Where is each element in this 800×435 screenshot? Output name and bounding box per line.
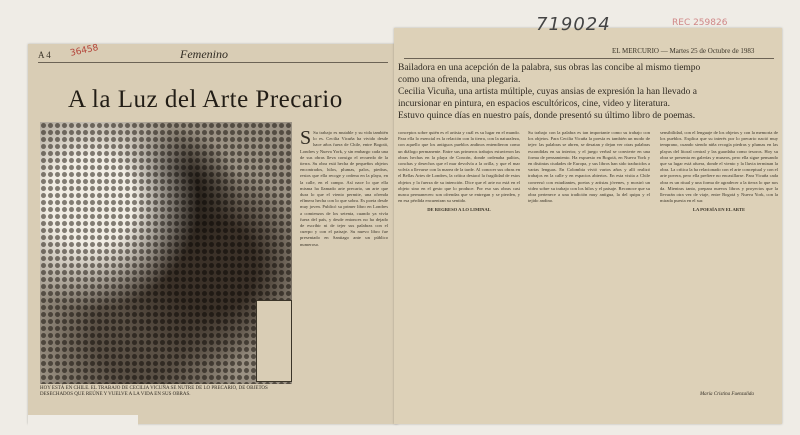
column-text: conceptos sobre quién es el artista y cuál es su lugar en el mundo. Para ella lo esencial es la relación con la tierra, con la naturaleza, con aquello que los antiguos pueblos andinos entendieron como un diálogo permanente. Entre sus primeros trabajos estuvieron las obras hechas en la playa de Concón, donde ordenaba palitos, conchas y desechos que el mar devolvía a la orilla, y que el mar volvía a llevarse con la marea de la tarde. Al conocer sus obras en el Bellas Artes de Londres, la crítica destacó la fragilidad de estos objetos y la fuerza de su intención. Dice que el arte no está en el objeto sino en el gesto que lo produce. Por eso sus obras casi nunca permanecen: son ofrendas que se entregan y se pierden, y en esa pérdida encuentran su sentido. [398, 130, 520, 204]
article-column-4 [660, 130, 778, 412]
masthead-rule [404, 58, 774, 59]
article-column-2 [398, 130, 520, 412]
article-column-3 [528, 130, 650, 412]
article-column-1 [300, 130, 388, 412]
column-text: Su trabajo es mutable y su vida también lo es. Cecilia Vicuña ha vivido desde hace años fuera de Chile, entre Bogotá, Londres y Nueva York, y sin embargo cada una de sus obras lleva consigo el recuerdo de la tierra. Su obra está hecha de pequeños objetos encontrados, hilos, plumas, palos, piedras, restos que ella recoge y ordena en la playa, en la calle, en el campo. Así nace lo que ella misma ha llamado arte precario, un arte que dura lo que el viento permite, una ofrenda efímera hecha con lo que sobra. Es poeta desde muy joven. Publicó su primer libro en Londres a comienzos de los setenta, cuando ya vivía fuera del país, y desde entonces no ha dejado de escribir ni de tejer sus palabras con el cuerpo y con el paisaje. Su nuevo libro fue presentado en Santiago ante un público numeroso. [300, 130, 388, 247]
article-headline: A la Luz del Arte Precario [68, 86, 343, 113]
stamped-reference: REC 259826 [672, 18, 728, 28]
page-number: A 4 [38, 50, 51, 60]
column-subhead: LA POESÍA EN EL ARTE [692, 207, 746, 213]
intro-line: incursionar en pintura, en espacios escultóricos, cine, video y literatura. [398, 99, 670, 109]
photo-caption: HOY ESTÁ EN CHILE. EL TRABAJO DE CECILIA VICUÑA SE NUTRE DE LO PRECARIO, DE OBJETOS DESECHADOS QUE REÚNE Y VUELVE A LA VIDA EN SUS OBRAS. [40, 386, 268, 397]
handwritten-catalog-number: 719024 [536, 14, 611, 35]
caption-frame [256, 300, 292, 382]
article-byline: María Cristina Fuenzalida [700, 392, 754, 397]
newspaper-masthead: EL MERCURIO — Martes 25 de Octubre de 1983 [612, 47, 755, 55]
handwritten-archive-id: 36458 [69, 43, 100, 59]
section-rule [38, 62, 388, 63]
drop-cap: S [300, 130, 312, 149]
section-name: Femenino [180, 47, 228, 61]
intro-line: como una ofrenda, una plegaria. [398, 75, 521, 85]
column-text: sensibilidad, con el lenguaje de los objetos y con la memoria de los pueblos. Explica que su interés por lo precario nació muy temprano, cuando siendo niña recogía piedras y plumas en las playas del litoral central y las guardaba como tesoros. Hoy su obra se presenta en galerías y museos, pero ella sigue pensando que su lugar está afuera, donde el viento y la lluvia terminan la obra. La crítica la ha relacionado con el arte conceptual y con el arte povera, pero ella prefiere no encasillarse. Para Vicuña cada obra es un ritual y una forma de agradecer a la tierra lo que nos da. Mientras tanto, prepara nuevos libros y proyectos que la llevarán otra vez de viaje, entre Bogotá y Nueva York, con la mirada puesta en el sur. [660, 130, 778, 204]
column-subhead: DE REGRESO A LO LIMINAL [427, 207, 491, 213]
intro-line: Bailadora en una acepción de la palabra, sus obras las concibe al mismo tiempo [398, 63, 701, 73]
column-text: Su trabajo con la palabra es tan importante como su trabajo con los objetos. Para Cecilia Vicuña la poesía es también un modo de tejer: las palabras se abren, se desatan y dejan ver otras palabras escondidas en su interior, y el juego verbal se convierte en una forma de pensamiento. Ha expuesto en Bogotá, en Nueva York y en distintas ciudades de Europa, y sus libros han sido traducidos a varias lenguas. En Colombia vivió varios años y allí realizó trabajos en la calle y en espacios abiertos. En esta visita a Chile conversó con estudiantes, poetas y artistas jóvenes, y mostró un video sobre su trabajo con los hilos y el paisaje. Reconoce que su obra pertenece a una tradición muy antigua, la del quipu y el tejido andino. [528, 130, 650, 204]
intro-line: Cecilia Vicuña, una artista múltiple, cuyas ansias de expresión la han llevado a [398, 87, 697, 97]
intro-line: Estuvo quince días en nuestro país, donde presentó su último libro de poemas. [398, 111, 696, 121]
article-intro [398, 62, 768, 122]
clipping-torn-edge [28, 415, 138, 435]
artist-photo [40, 122, 292, 384]
